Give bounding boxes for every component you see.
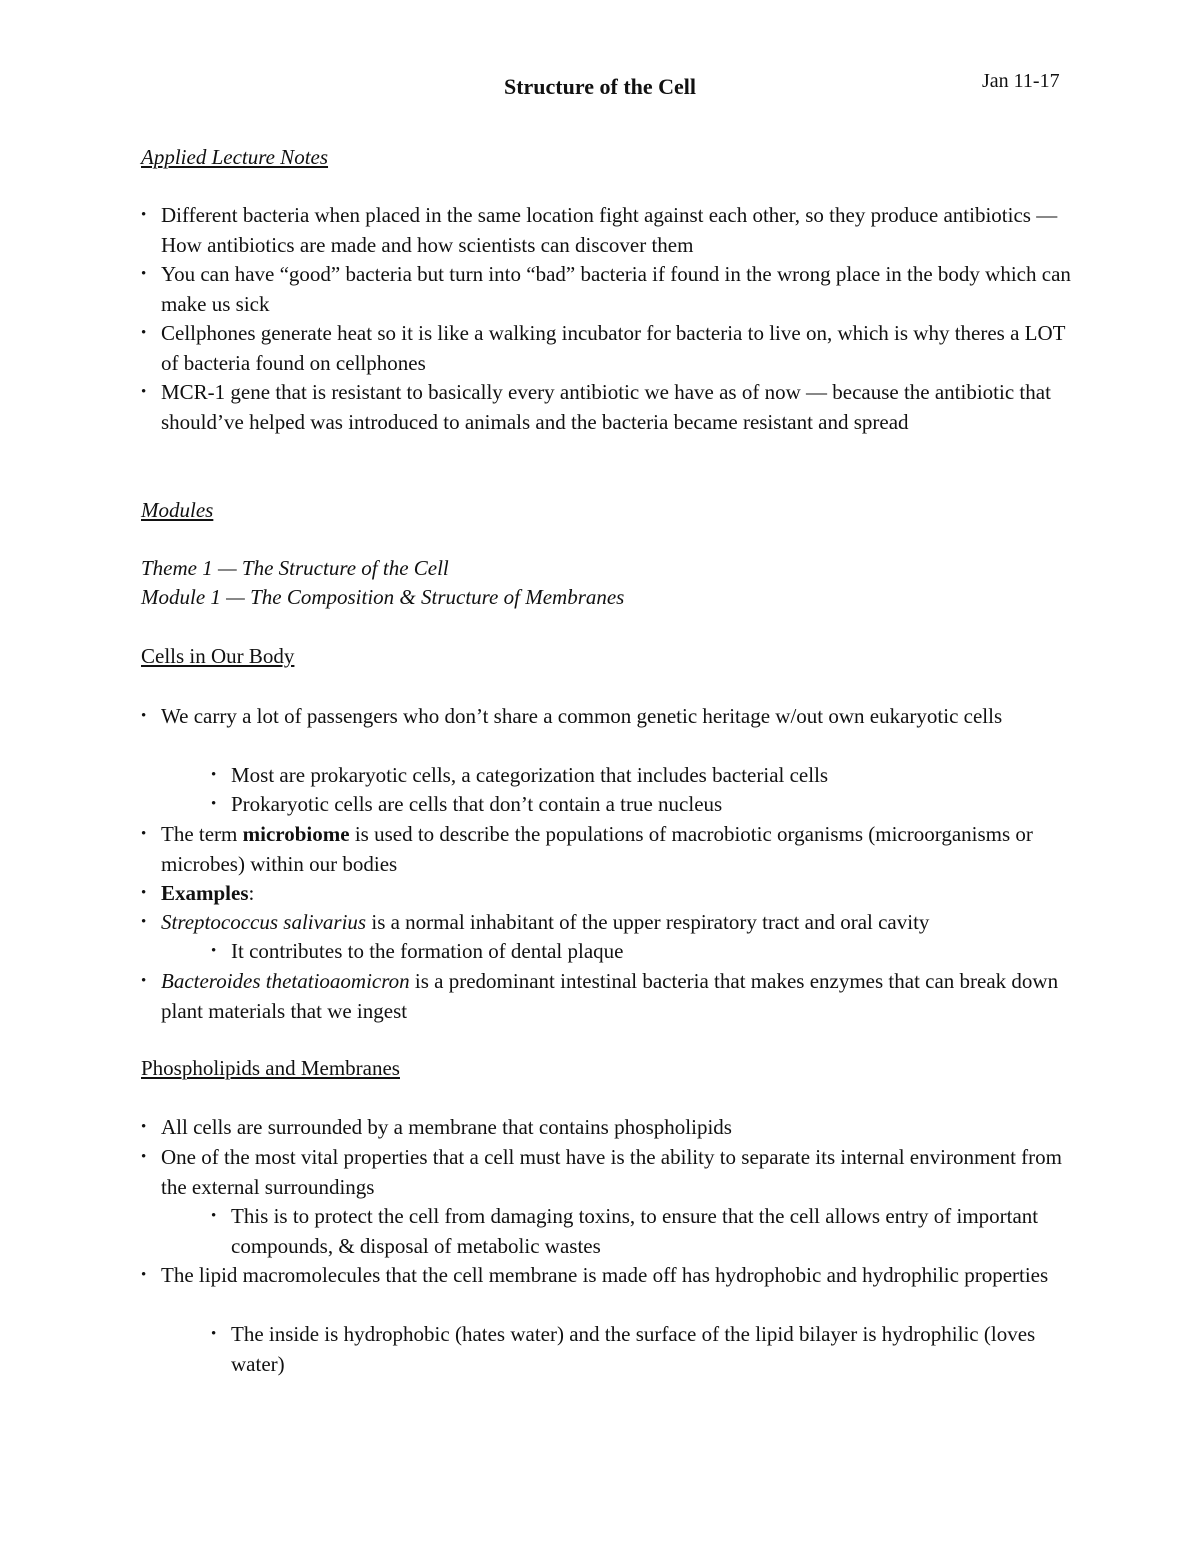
bullet-icon: •: [211, 1326, 217, 1342]
list-item: • The term microbiome is used to describe the populations of macrobiotic organisms (microorganisms or microbes) within our bodies: [141, 822, 1033, 876]
list-item: • Cellphones generate heat so it is like a walking incubator for bacteria to live on, which is why theres a LOT of bacteria found on cellphones: [141, 321, 1066, 375]
bullet-icon: •: [141, 885, 147, 901]
bullet-icon: •: [211, 943, 217, 959]
list-item: • MCR-1 gene that is resistant to basically every antibiotic we have as of now — because the antibiotic that should’ve helped was introduced to animals and the bacteria became resistant and spread: [141, 380, 1051, 434]
sub-list-item: • The inside is hydrophobic (hates water) and the surface of the lipid bilayer is hydrophilic (loves water): [211, 1322, 1036, 1376]
list-item: • You can have “good” bacteria but turn into “bad” bacteria if found in the wrong place in the body which can make us sick: [141, 262, 1071, 316]
bullet-icon: •: [141, 914, 147, 930]
section-heading-cells: Cells in Our Body: [141, 644, 295, 668]
page-title: Structure of the Cell: [503, 74, 697, 99]
bullet-icon: •: [141, 325, 147, 341]
bullet-icon: •: [211, 1208, 217, 1224]
sub-list-item: • It contributes to the formation of dental plaque: [211, 937, 1081, 967]
list-item: • Bacteroides thetatioaomicron is a predominant intestinal bacteria that makes enzymes that can break down plant materials that we ingest: [141, 969, 1059, 1023]
date-label: Jan 11-17: [982, 70, 1060, 92]
species-name: Streptococcus salivarius: [161, 910, 367, 934]
section-heading-phospholipids: Phospholipids and Membranes: [141, 1056, 400, 1080]
bullet-icon: •: [141, 1267, 147, 1283]
theme-line: Theme 1 — The Structure of the Cell: [141, 556, 449, 580]
bullet-icon: •: [141, 708, 147, 724]
section-heading-lecture-notes: Applied Lecture Notes: [141, 145, 329, 169]
section-heading-modules: Modules: [141, 498, 214, 522]
bullet-icon: •: [211, 796, 217, 812]
bullet-icon: •: [141, 266, 147, 282]
sub-list-item: • This is to protect the cell from damaging toxins, to ensure that the cell allows entry of important compounds, & disposal of metabolic wastes: [211, 1204, 1039, 1258]
sub-list-item: • Most are prokaryotic cells, a categorization that includes bacterial cells: [211, 761, 1081, 791]
bullet-icon: •: [141, 826, 147, 842]
term-microbiome: microbiome: [242, 822, 350, 846]
bullet-icon: •: [141, 1119, 147, 1135]
bullet-icon: •: [141, 384, 147, 400]
species-name: Bacteroides thetatioaomicron: [161, 969, 410, 993]
list-item: • One of the most vital properties that a cell must have is the ability to separate its internal environment from the external surroundings: [141, 1145, 1063, 1199]
sub-list-item: • Prokaryotic cells are cells that don’t contain a true nucleus: [211, 790, 1081, 820]
bullet-icon: •: [141, 973, 147, 989]
list-item: • Different bacteria when placed in the same location fight against each other, so they produce antibiotics — How antibiotics are made and how scientists can discover them: [141, 203, 1058, 257]
examples-label: Examples: [161, 881, 249, 905]
bullet-icon: •: [141, 1149, 147, 1165]
bullet-icon: •: [211, 767, 217, 783]
list-item: • All cells are surrounded by a membrane that contains phospholipids: [141, 1113, 1071, 1143]
list-item: • The lipid macromolecules that the cell membrane is made off has hydrophobic and hydrophilic properties: [141, 1261, 1071, 1291]
list-item: • Streptococcus salivarius is a normal inhabitant of the upper respiratory tract and oral cavity: [141, 908, 1071, 938]
list-item: • Examples:: [141, 879, 1071, 909]
module-line: Module 1 — The Composition & Structure of Membranes: [141, 585, 625, 609]
list-item: • We carry a lot of passengers who don’t share a common genetic heritage w/out own eukaryotic cells: [141, 702, 1071, 732]
bullet-icon: •: [141, 207, 147, 223]
